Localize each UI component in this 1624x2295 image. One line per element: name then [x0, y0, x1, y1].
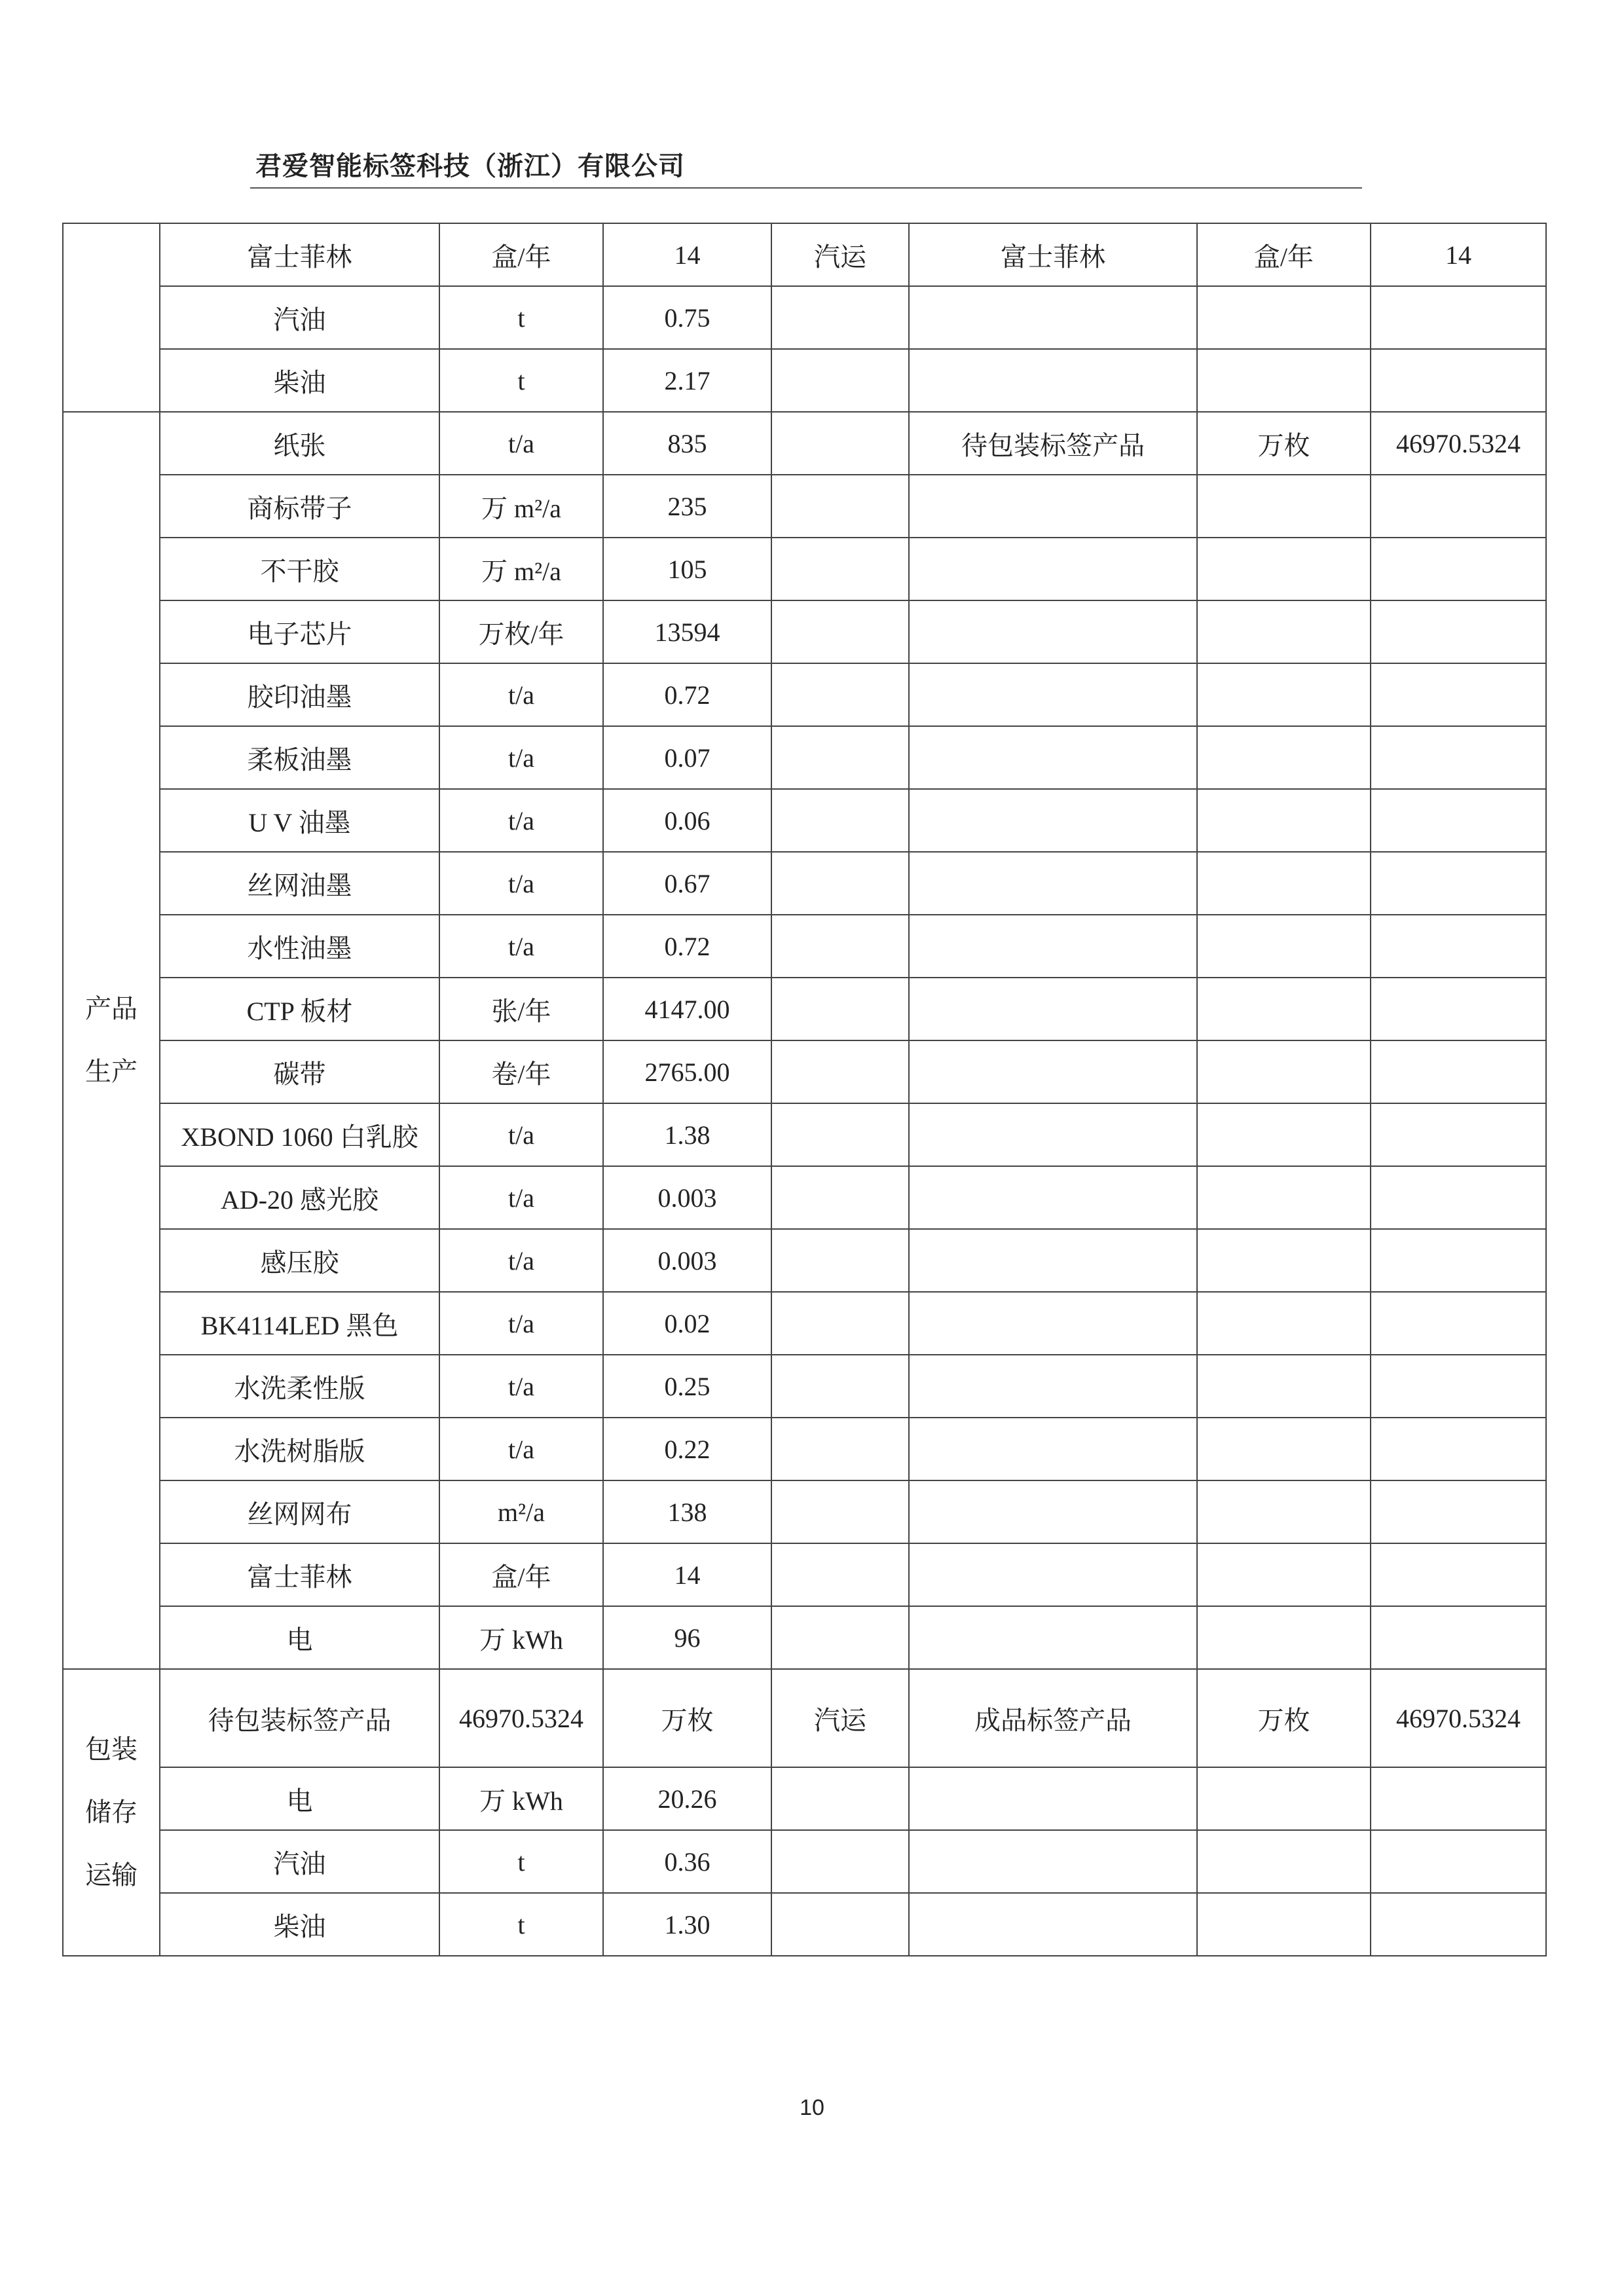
product-quantity-cell	[1371, 726, 1546, 789]
product-quantity-cell	[1371, 1355, 1546, 1418]
material-cell: 商标带子	[160, 475, 439, 538]
transport-cell	[771, 1543, 909, 1606]
material-cell: XBOND 1060 白乳胶	[160, 1103, 439, 1166]
table-body	[63, 223, 1546, 1956]
product-quantity-cell: 14	[1371, 223, 1546, 286]
table-row	[63, 1103, 1546, 1166]
product-unit-cell: 万枚	[1197, 412, 1371, 475]
product-unit-cell	[1197, 1480, 1371, 1543]
unit-cell: t	[439, 1830, 603, 1893]
category-label: 产品	[85, 994, 138, 1023]
product-quantity-cell	[1371, 1767, 1546, 1830]
quantity-cell: 0.22	[603, 1418, 771, 1480]
transport-cell	[771, 726, 909, 789]
product-unit-cell	[1197, 1893, 1371, 1956]
product-cell	[909, 1480, 1197, 1543]
material-cell: 丝网油墨	[160, 852, 439, 915]
transport-cell	[771, 1606, 909, 1669]
quantity-cell: 835	[603, 412, 771, 475]
quantity-cell: 14	[603, 223, 771, 286]
product-unit-cell	[1197, 726, 1371, 789]
product-quantity-cell	[1371, 475, 1546, 538]
quantity-cell: 0.003	[603, 1166, 771, 1229]
unit-cell: t/a	[439, 726, 603, 789]
transport-cell	[771, 1480, 909, 1543]
table-row	[63, 1830, 1546, 1893]
unit-cell: 万枚/年	[439, 600, 603, 663]
category-cell	[63, 1669, 160, 1956]
product-unit-cell	[1197, 538, 1371, 600]
quantity-cell: 0.36	[603, 1830, 771, 1893]
material-cell: 电	[160, 1767, 439, 1830]
table-row	[63, 1480, 1546, 1543]
product-cell: 待包装标签产品	[909, 412, 1197, 475]
transport-cell	[771, 1292, 909, 1355]
transport-cell	[771, 1830, 909, 1893]
category-cell	[63, 223, 160, 412]
product-cell	[909, 1292, 1197, 1355]
product-unit-cell	[1197, 978, 1371, 1040]
product-cell: 成品标签产品	[909, 1669, 1197, 1767]
product-cell	[909, 538, 1197, 600]
page-number: 10	[800, 2095, 824, 2120]
transport-cell	[771, 1103, 909, 1166]
unit-cell: t/a	[439, 1355, 603, 1418]
product-cell	[909, 1040, 1197, 1103]
quantity-cell: 0.67	[603, 852, 771, 915]
transport-cell	[771, 663, 909, 726]
product-unit-cell	[1197, 1767, 1371, 1830]
product-unit-cell	[1197, 349, 1371, 412]
table-row	[63, 1229, 1546, 1292]
material-cell: U V 油墨	[160, 789, 439, 852]
product-unit-cell	[1197, 1830, 1371, 1893]
table-row	[63, 349, 1546, 412]
unit-cell: 盒/年	[439, 1543, 603, 1606]
table-row	[63, 1669, 1546, 1767]
product-cell	[909, 1606, 1197, 1669]
table-row	[63, 1355, 1546, 1418]
quantity-cell: 0.07	[603, 726, 771, 789]
quantity-cell: 0.72	[603, 663, 771, 726]
product-unit-cell	[1197, 1103, 1371, 1166]
material-cell: 纸张	[160, 412, 439, 475]
product-cell	[909, 789, 1197, 852]
product-unit-cell: 盒/年	[1197, 223, 1371, 286]
product-quantity-cell	[1371, 1830, 1546, 1893]
product-unit-cell	[1197, 1418, 1371, 1480]
table-row	[63, 1893, 1546, 1956]
product-unit-cell	[1197, 663, 1371, 726]
table-row	[63, 1418, 1546, 1480]
product-unit-cell	[1197, 600, 1371, 663]
product-cell	[909, 600, 1197, 663]
transport-cell	[771, 412, 909, 475]
product-cell	[909, 915, 1197, 978]
quantity-cell: 96	[603, 1606, 771, 1669]
transport-cell	[771, 1355, 909, 1418]
product-quantity-cell: 46970.5324	[1371, 1669, 1546, 1767]
quantity-cell: 0.25	[603, 1355, 771, 1418]
product-unit-cell	[1197, 915, 1371, 978]
quantity-cell: 20.26	[603, 1767, 771, 1830]
table-row	[63, 1606, 1546, 1669]
product-quantity-cell	[1371, 1040, 1546, 1103]
product-quantity-cell	[1371, 789, 1546, 852]
quantity-cell: 1.38	[603, 1103, 771, 1166]
product-quantity-cell	[1371, 349, 1546, 412]
unit-cell: t	[439, 286, 603, 349]
category-cell	[63, 412, 160, 1669]
product-cell	[909, 1767, 1197, 1830]
quantity-cell: 2.17	[603, 349, 771, 412]
material-cell: 感压胶	[160, 1229, 439, 1292]
transport-cell	[771, 349, 909, 412]
table-row	[63, 286, 1546, 349]
product-quantity-cell	[1371, 915, 1546, 978]
product-quantity-cell	[1371, 1606, 1546, 1669]
table-row	[63, 852, 1546, 915]
product-unit-cell	[1197, 1355, 1371, 1418]
unit-cell: 盒/年	[439, 223, 603, 286]
transport-cell	[771, 1040, 909, 1103]
product-cell	[909, 852, 1197, 915]
table-row	[63, 1166, 1546, 1229]
material-cell: AD-20 感光胶	[160, 1166, 439, 1229]
transport-cell	[771, 600, 909, 663]
category-label: 包装	[85, 1735, 138, 1764]
unit-cell: t/a	[439, 915, 603, 978]
product-quantity-cell	[1371, 600, 1546, 663]
unit-cell: 张/年	[439, 978, 603, 1040]
product-unit-cell	[1197, 1166, 1371, 1229]
material-cell: 柴油	[160, 349, 439, 412]
product-cell: 富士菲林	[909, 223, 1197, 286]
material-balance-table	[62, 223, 1547, 1956]
product-quantity-cell: 46970.5324	[1371, 412, 1546, 475]
product-unit-cell	[1197, 1543, 1371, 1606]
material-cell: 水性油墨	[160, 915, 439, 978]
product-unit-cell: 万枚	[1197, 1669, 1371, 1767]
transport-cell: 汽运	[771, 1669, 909, 1767]
unit-cell: m²/a	[439, 1480, 603, 1543]
unit-cell: 卷/年	[439, 1040, 603, 1103]
product-cell	[909, 475, 1197, 538]
quantity-cell: 0.003	[603, 1229, 771, 1292]
company-header: 君爱智能标签科技（浙江）有限公司	[255, 151, 685, 181]
product-cell	[909, 349, 1197, 412]
table-row	[63, 538, 1546, 600]
material-cell: 富士菲林	[160, 1543, 439, 1606]
material-cell: 汽油	[160, 286, 439, 349]
table-row	[63, 1767, 1546, 1830]
material-cell: CTP 板材	[160, 978, 439, 1040]
product-unit-cell	[1197, 286, 1371, 349]
table-row	[63, 412, 1546, 475]
product-unit-cell	[1197, 1229, 1371, 1292]
product-cell	[909, 1229, 1197, 1292]
material-balance-table-wrapper	[62, 223, 1545, 1956]
material-cell: 电	[160, 1606, 439, 1669]
transport-cell	[771, 978, 909, 1040]
unit-cell: 46970.5324	[439, 1669, 603, 1767]
quantity-cell: 138	[603, 1480, 771, 1543]
transport-cell	[771, 1418, 909, 1480]
product-unit-cell	[1197, 789, 1371, 852]
unit-cell: t/a	[439, 1229, 603, 1292]
transport-cell	[771, 1767, 909, 1830]
table-row	[63, 223, 1546, 286]
product-unit-cell	[1197, 852, 1371, 915]
transport-cell: 汽运	[771, 223, 909, 286]
product-cell	[909, 978, 1197, 1040]
unit-cell: t/a	[439, 1418, 603, 1480]
product-unit-cell	[1197, 1606, 1371, 1669]
product-quantity-cell	[1371, 1103, 1546, 1166]
quantity-cell: 0.75	[603, 286, 771, 349]
product-cell	[909, 1893, 1197, 1956]
transport-cell	[771, 915, 909, 978]
material-cell: BK4114LED 黑色	[160, 1292, 439, 1355]
category-label: 储存	[85, 1797, 138, 1827]
product-cell	[909, 1166, 1197, 1229]
product-cell	[909, 726, 1197, 789]
unit-cell: 万 m²/a	[439, 538, 603, 600]
category-label: 运输	[85, 1860, 138, 1890]
material-cell: 柔板油墨	[160, 726, 439, 789]
material-cell: 碳带	[160, 1040, 439, 1103]
product-unit-cell	[1197, 475, 1371, 538]
material-cell: 不干胶	[160, 538, 439, 600]
material-cell: 汽油	[160, 1830, 439, 1893]
transport-cell	[771, 1166, 909, 1229]
quantity-cell: 235	[603, 475, 771, 538]
material-cell: 水洗柔性版	[160, 1355, 439, 1418]
table-row	[63, 1292, 1546, 1355]
category-label: 生产	[85, 1057, 138, 1086]
unit-cell: t/a	[439, 1166, 603, 1229]
quantity-cell: 4147.00	[603, 978, 771, 1040]
transport-cell	[771, 475, 909, 538]
product-cell	[909, 663, 1197, 726]
unit-cell: 万 kWh	[439, 1606, 603, 1669]
transport-cell	[771, 852, 909, 915]
product-quantity-cell	[1371, 1543, 1546, 1606]
transport-cell	[771, 286, 909, 349]
header-rule	[250, 187, 1362, 189]
product-quantity-cell	[1371, 1166, 1546, 1229]
product-quantity-cell	[1371, 286, 1546, 349]
transport-cell	[771, 1893, 909, 1956]
material-cell: 丝网网布	[160, 1480, 439, 1543]
material-cell: 水洗树脂版	[160, 1418, 439, 1480]
transport-cell	[771, 1229, 909, 1292]
unit-cell: t	[439, 349, 603, 412]
product-unit-cell	[1197, 1292, 1371, 1355]
product-unit-cell	[1197, 1040, 1371, 1103]
unit-cell: t	[439, 1893, 603, 1956]
unit-cell: t/a	[439, 1103, 603, 1166]
product-quantity-cell	[1371, 1480, 1546, 1543]
quantity-cell: 0.72	[603, 915, 771, 978]
transport-cell	[771, 538, 909, 600]
unit-cell: 万 kWh	[439, 1767, 603, 1830]
transport-cell	[771, 789, 909, 852]
unit-cell: t/a	[439, 663, 603, 726]
table-row	[63, 726, 1546, 789]
material-cell: 待包装标签产品	[160, 1669, 439, 1767]
product-quantity-cell	[1371, 978, 1546, 1040]
table-row	[63, 663, 1546, 726]
quantity-cell: 2765.00	[603, 1040, 771, 1103]
table-row	[63, 915, 1546, 978]
product-cell	[909, 1830, 1197, 1893]
unit-cell: 万 m²/a	[439, 475, 603, 538]
quantity-cell: 105	[603, 538, 771, 600]
product-cell	[909, 1543, 1197, 1606]
material-cell: 电子芯片	[160, 600, 439, 663]
product-quantity-cell	[1371, 1893, 1546, 1956]
unit-cell: t/a	[439, 852, 603, 915]
product-quantity-cell	[1371, 663, 1546, 726]
quantity-cell: 13594	[603, 600, 771, 663]
quantity-cell: 14	[603, 1543, 771, 1606]
table-row	[63, 600, 1546, 663]
product-quantity-cell	[1371, 852, 1546, 915]
quantity-cell: 万枚	[603, 1669, 771, 1767]
table-row	[63, 1040, 1546, 1103]
product-quantity-cell	[1371, 1229, 1546, 1292]
product-cell	[909, 1103, 1197, 1166]
product-cell	[909, 1355, 1197, 1418]
product-cell	[909, 1418, 1197, 1480]
material-cell: 富士菲林	[160, 223, 439, 286]
product-quantity-cell	[1371, 1418, 1546, 1480]
quantity-cell: 0.02	[603, 1292, 771, 1355]
table-row	[63, 978, 1546, 1040]
unit-cell: t/a	[439, 789, 603, 852]
product-quantity-cell	[1371, 538, 1546, 600]
unit-cell: t/a	[439, 412, 603, 475]
product-cell	[909, 286, 1197, 349]
quantity-cell: 1.30	[603, 1893, 771, 1956]
quantity-cell: 0.06	[603, 789, 771, 852]
product-quantity-cell	[1371, 1292, 1546, 1355]
material-cell: 柴油	[160, 1893, 439, 1956]
table-row	[63, 475, 1546, 538]
unit-cell: t/a	[439, 1292, 603, 1355]
table-row	[63, 1543, 1546, 1606]
table-row	[63, 789, 1546, 852]
material-cell: 胶印油墨	[160, 663, 439, 726]
